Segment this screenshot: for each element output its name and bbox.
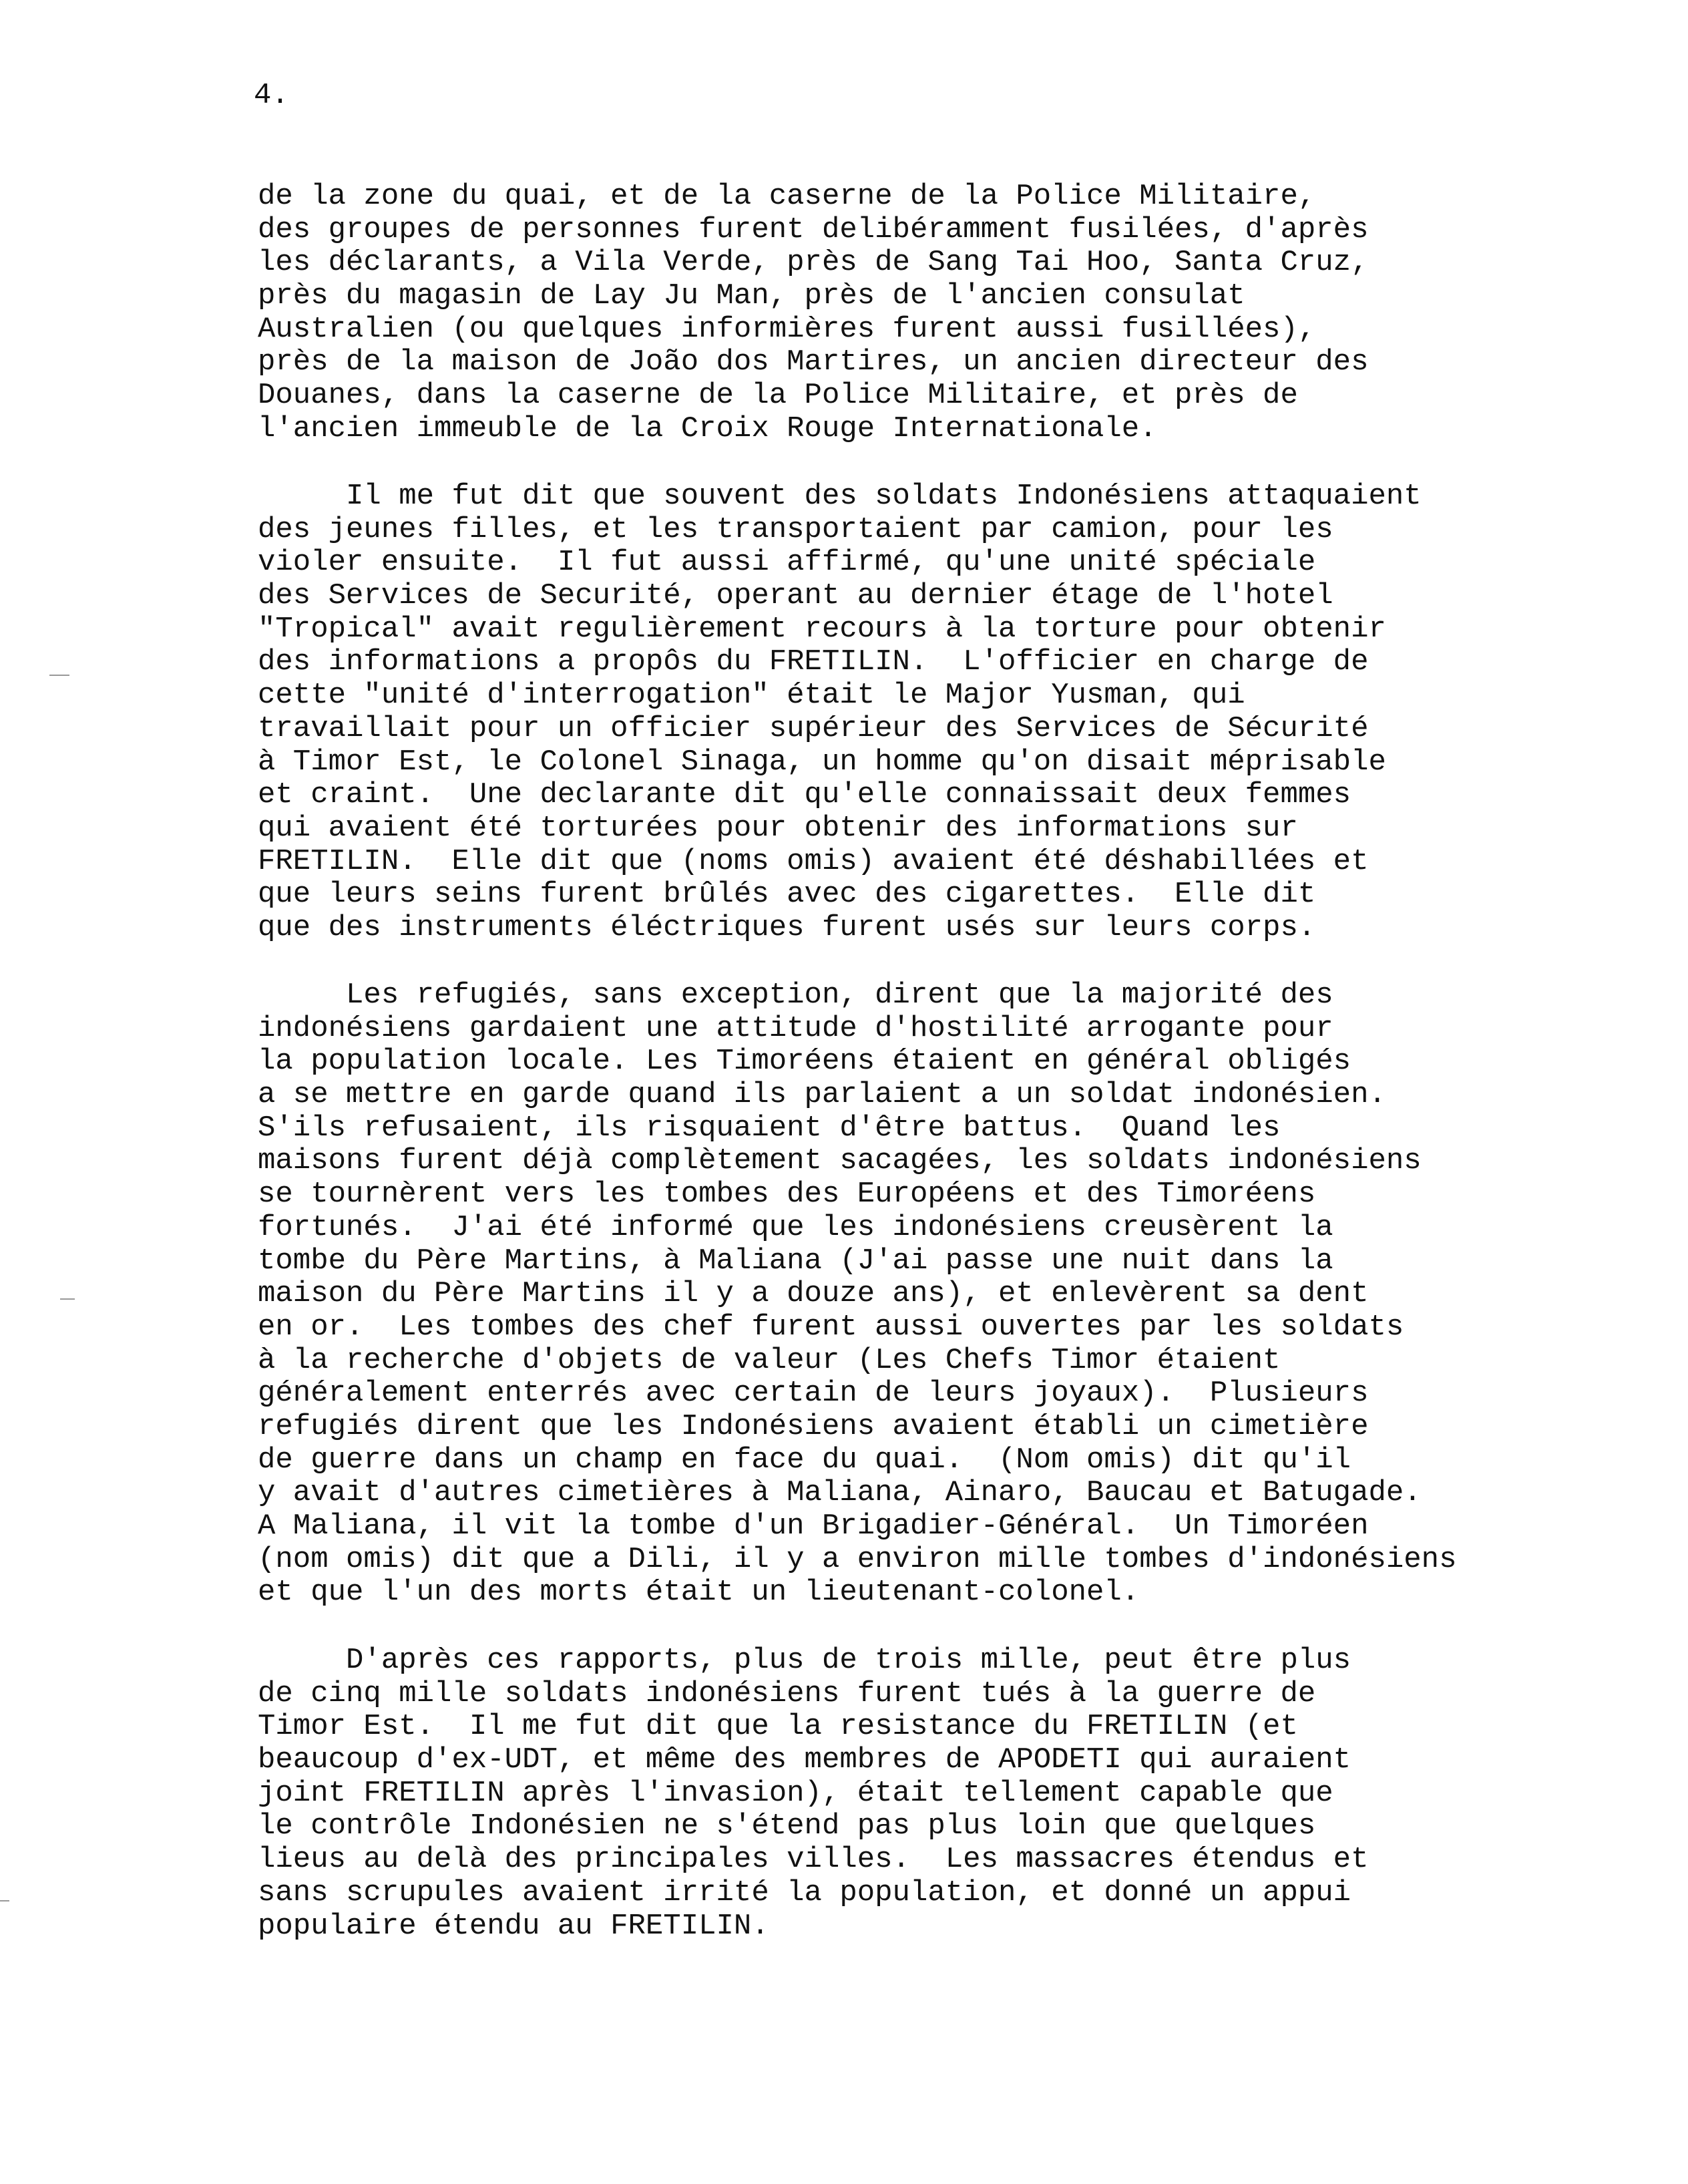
text-line: fortunés. J'ai été informé que les indonésiens creusèrent la (258, 1210, 1333, 1244)
text-line: de la zone du quai, et de la caserne de la Police Militaire, (258, 180, 1316, 213)
paragraph-casualty-reports (258, 1644, 1368, 1943)
text-line: "Tropical" avait regulièrement recours à la torture pour obtenir (258, 612, 1386, 646)
text-line: en or. Les tombes des chef furent aussi ouvertes par les soldats (258, 1310, 1404, 1344)
text-line: Douanes, dans la caserne de la Police Militaire, et près de (258, 379, 1298, 413)
text-line: à Timor Est, le Colonel Sinaga, un homme qu'on disait méprisable (258, 745, 1386, 779)
text-line: que des instruments éléctriques furent usés sur leurs corps. (258, 910, 1316, 944)
text-line: des jeunes filles, et les transportaient par camion, pour les (258, 512, 1333, 546)
text-line: Les refugiés, sans exception, dirent que la majorité des (258, 978, 1333, 1012)
text-line: joint FRETILIN après l'invasion), était tellement capable que (258, 1776, 1333, 1810)
text-line: lieus au delà des principales villes. Les massacres étendus et (258, 1843, 1369, 1877)
text-line: le contrôle Indonésien ne s'étend pas plus loin que quelques (258, 1809, 1316, 1843)
paragraph-torture-reports (258, 480, 1422, 945)
margin-scan-mark (60, 1298, 75, 1300)
text-line: près de la maison de João dos Martires, un ancien directeur des (258, 345, 1369, 379)
text-line: et craint. Une declarante dit qu'elle connaissait deux femmes (258, 778, 1351, 812)
margin-scan-mark (49, 675, 69, 676)
text-line: indonésiens gardaient une attitude d'hostilité arrogante pour (258, 1011, 1333, 1045)
text-line: Australien (ou quelques informières furent aussi fusillées), (258, 312, 1316, 346)
text-line: beaucoup d'ex-UDT, et même des membres de APODETI qui auraient (258, 1743, 1351, 1777)
text-line: se tournèrent vers les tombes des Européens et des Timoréens (258, 1177, 1316, 1212)
text-line: refugiés dirent que les Indonésiens avaient établi un cimetière (258, 1409, 1369, 1443)
text-line: généralement enterrés avec certain de leurs joyaux). Plusieurs (258, 1377, 1369, 1411)
text-line: S'ils refusaient, ils risquaient d'être battus. Quand les (258, 1111, 1281, 1145)
text-line: des informations a propôs du FRETILIN. L'officier en charge de (258, 645, 1369, 679)
text-line: violer ensuite. Il fut aussi affirmé, qu'une unité spéciale (258, 546, 1316, 580)
text-line: y avait d'autres cimetières à Maliana, Ainaro, Baucau et Batugade. (258, 1476, 1422, 1510)
text-line: des groupes de personnes furent delibéramment fusilées, d'après (258, 212, 1369, 246)
text-line: D'après ces rapports, plus de trois mille, peut être plus (258, 1644, 1351, 1677)
text-line: que leurs seins furent brûlés avec des cigarettes. Elle dit (258, 878, 1316, 912)
page-number: 4. (254, 79, 289, 112)
text-line: des Services de Securité, operant au dernier étage de l'hotel (258, 579, 1333, 613)
text-line: la population locale. Les Timoréens étaient en général obligés (258, 1045, 1351, 1079)
text-line: l'ancien immeuble de la Croix Rouge Internationale. (258, 411, 1157, 445)
text-line: A Maliana, il vit la tombe d'un Brigadier-Général. Un Timoréen (258, 1509, 1369, 1543)
text-line: Timor Est. Il me fut dit que la resistance du FRETILIN (et (258, 1710, 1298, 1744)
text-line: tombe du Père Martins, à Maliana (J'ai passe une nuit dans la (258, 1244, 1333, 1278)
text-line: maison du Père Martins il y a douze ans), et enlevèrent sa dent (258, 1277, 1369, 1311)
text-line: et que l'un des morts était un lieutenant-colonel. (258, 1576, 1140, 1610)
text-line: travaillait pour un officier supérieur des Services de Sécurité (258, 711, 1369, 745)
text-line: maisons furent déjà complètement sacagées, les soldats indonésiens (258, 1144, 1422, 1178)
text-line: Il me fut dit que souvent des soldats Indonésiens attaquaient (258, 480, 1422, 513)
text-line: de guerre dans un champ en face du quai. (Nom omis) dit qu'il (258, 1443, 1351, 1477)
text-line: les déclarants, a Vila Verde, près de Sang Tai Hoo, Santa Cruz, (258, 246, 1369, 280)
text-line: près du magasin de Lay Ju Man, près de l'ancien consulat (258, 279, 1245, 313)
text-line: qui avaient été torturées pour obtenir des informations sur (258, 811, 1298, 845)
paragraph-massacre-sites (258, 180, 1368, 446)
text-line: cette "unité d'interrogation" était le Major Yusman, qui (258, 679, 1245, 713)
text-line: populaire étendu au FRETILIN. (258, 1909, 769, 1943)
text-line: FRETILIN. Elle dit que (noms omis) avaient été déshabillées et (258, 844, 1369, 878)
margin-scan-mark (0, 1900, 9, 1901)
text-line: à la recherche d'objets de valeur (Les Chefs Timor étaient (258, 1343, 1281, 1377)
text-line: a se mettre en garde quand ils parlaient a un soldat indonésien. (258, 1078, 1386, 1112)
text-line: (nom omis) dit que a Dili, il y a environ mille tombes d'indonésiens (258, 1542, 1457, 1576)
paragraph-refugee-accounts (258, 979, 1457, 1610)
text-line: sans scrupules avaient irrité la population, et donné un appui (258, 1875, 1351, 1909)
text-line: de cinq mille soldats indonésiens furent tués à la guerre de (258, 1676, 1316, 1710)
